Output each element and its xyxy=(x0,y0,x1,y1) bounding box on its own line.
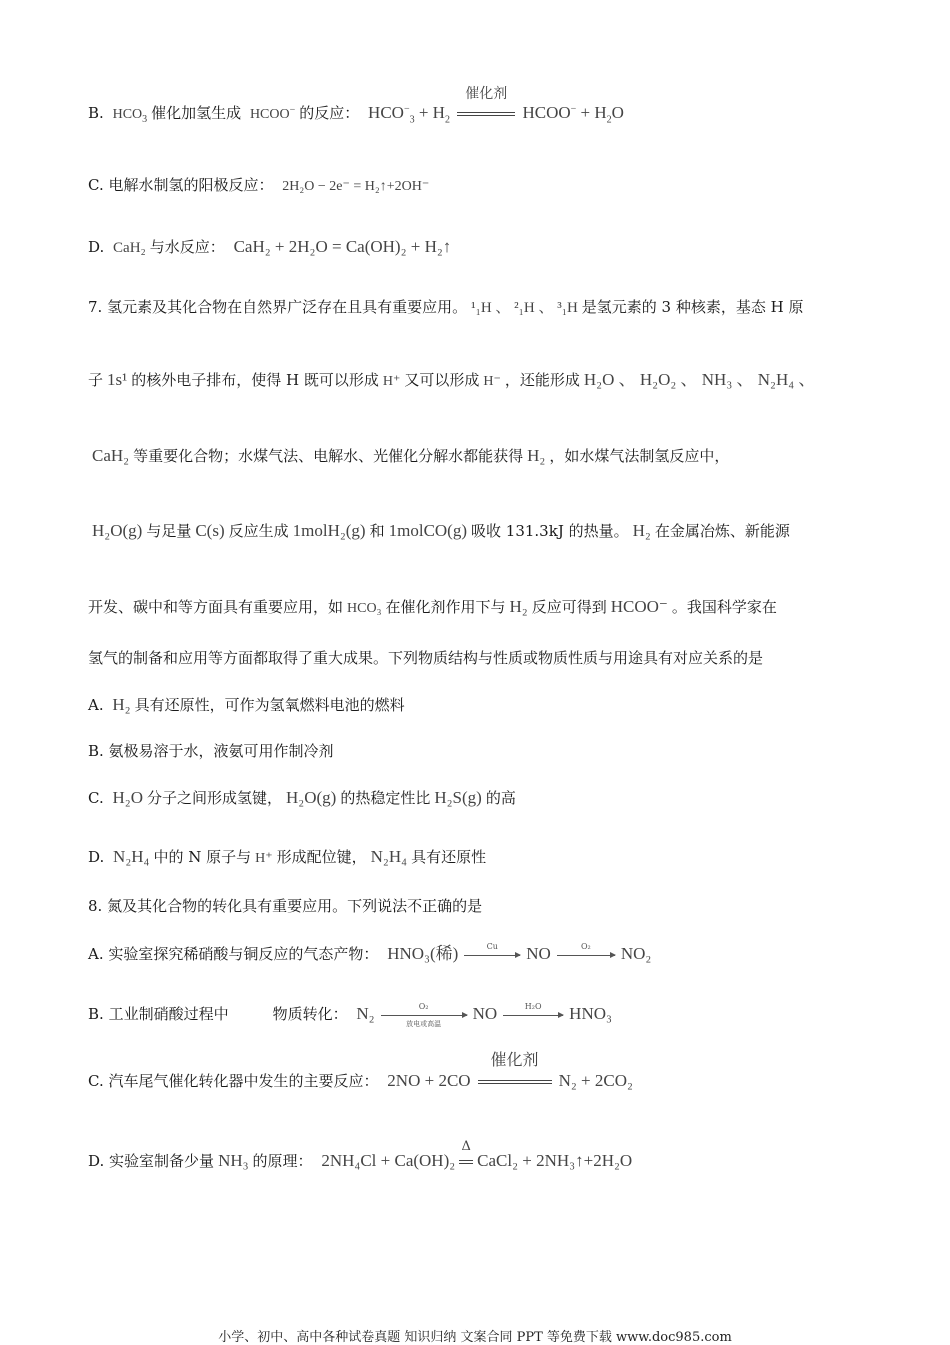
option-label: D. xyxy=(88,1152,105,1170)
q7-option-d xyxy=(88,848,486,866)
q6-option-c xyxy=(88,178,433,194)
formula: HCO₃ xyxy=(347,601,382,616)
formula: NO xyxy=(526,944,551,963)
option-text: 工业制硝酸过程中 xyxy=(108,1005,229,1023)
q8-option-d xyxy=(88,1139,636,1170)
formula: H₂O(g) xyxy=(286,788,337,807)
heating-equals: Δ xyxy=(459,1154,473,1169)
option-text: 形成配位键， xyxy=(276,848,367,866)
stem-text: 又可以形成 xyxy=(404,371,480,389)
reaction-equation: CaH₂ + 2H₂O = Ca(OH)₂ + H₂↑ xyxy=(233,237,452,256)
option-label: A. xyxy=(88,696,104,714)
option-label: A. xyxy=(88,945,104,963)
stem-text: 与足量 xyxy=(146,522,192,540)
stem-text: 7. 氢元素及其化合物在自然界广泛存在且具有重要应用。 xyxy=(88,298,468,316)
formula: HCOO⁻ xyxy=(610,597,668,616)
catalyst-equals: 催化剂 xyxy=(457,104,515,121)
reaction-arrow: O₂ xyxy=(557,955,615,956)
q8-option-c xyxy=(88,1050,637,1090)
option-text: 实验室制备少量 xyxy=(109,1152,215,1170)
option-label: D. xyxy=(88,848,105,866)
stem-text: 等重要化合物；水煤气法、电解水、光催化分解水都能获得 xyxy=(133,447,524,465)
stem-text: 反应可得到 xyxy=(531,598,607,616)
stem-text: ，如水煤气法制氢反应中， xyxy=(549,447,730,465)
formula-list: H₂O 、 H₂O₂ 、 NH₃ 、 N₂H₄ 、 xyxy=(583,370,816,389)
q7-option-c xyxy=(88,789,516,806)
formula: N₂H₄ xyxy=(113,847,150,866)
formula: H⁺ xyxy=(255,851,273,866)
formula: H₂O xyxy=(112,788,143,807)
option-text: 电解水制氢的阳极反应： xyxy=(108,176,274,194)
formula: CaH₂ xyxy=(113,240,146,256)
catalyst-equals: 催化剂 xyxy=(478,1074,552,1089)
q7-stem-line-5 xyxy=(88,598,777,616)
q7-stem-line-6 xyxy=(88,651,763,666)
reaction-equation: 2H₂O − 2e⁻ = H₂↑+2OH⁻ xyxy=(282,179,430,194)
isotopes: ¹₁H 、 ²₁H 、 ³₁H xyxy=(471,300,578,316)
page-footer: 小学、初中、高中各种试卷真题 知识归纳 文案合同 PPT 等免费下载 www.doc985.com xyxy=(218,1330,732,1345)
option-text: 与水反应： xyxy=(149,238,225,256)
option-text: 具有还原性 xyxy=(411,848,487,866)
formula: 1s¹ xyxy=(107,370,128,389)
option-label: C. xyxy=(88,789,104,807)
formula: N₂H₄ xyxy=(370,847,408,866)
stem-text: 8. 氮及其化合物的转化具有重要应用。下列说法不正确的是 xyxy=(88,897,483,915)
option-text: 物质转化： xyxy=(272,1005,348,1023)
option-text: 分子之间形成氢键， xyxy=(146,789,282,807)
q7-option-a xyxy=(88,696,405,713)
option-text: 催化加氢生成 xyxy=(151,104,242,122)
reaction-arrow: O₂ 放电或高温 xyxy=(381,1015,467,1016)
formula: C(s) xyxy=(195,521,225,540)
stem-text: 开发、碳中和等方面具有重要应用，如 xyxy=(88,598,344,616)
option-label: D. xyxy=(88,238,105,256)
stem-text: 氢气的制备和应用等方面都取得了重大成果。下列物质结构与性质或物质性质与用途具有对应关系的是 xyxy=(88,649,764,667)
option-text: 的反应： xyxy=(299,104,360,122)
formula: H₂ xyxy=(112,695,131,714)
formula: 2NO + 2CO xyxy=(387,1071,471,1090)
reaction-arrow: Cu xyxy=(464,955,520,956)
reaction-arrow: H₂O xyxy=(503,1015,563,1016)
formula: H⁺ xyxy=(382,374,401,389)
formula: 1molH₂(g) xyxy=(292,521,366,540)
stem-text: 在催化剂作用下与 xyxy=(385,598,506,616)
q7-stem-line-1 xyxy=(88,300,803,316)
formula: H₂O(g) xyxy=(92,521,143,540)
option-text: 的高 xyxy=(485,789,516,807)
stem-text: 反应生成 xyxy=(228,522,289,540)
q8-option-b xyxy=(88,1001,616,1028)
stem-text: 是氢元素的 3 种核素，基态 H 原 xyxy=(581,298,804,316)
option-label: C. xyxy=(88,1072,104,1090)
reaction-equation: $HCO^-_3 + H_2$ 催化剂 HCOO− + $H_2O$ xyxy=(368,87,624,126)
formula: H⁻ xyxy=(483,374,501,389)
formula: 2NH₄Cl + Ca(OH)₂ xyxy=(321,1151,456,1170)
stem-text: 和 xyxy=(369,522,385,540)
formula: HCOO− xyxy=(249,104,296,122)
formula: N₂ xyxy=(356,1004,375,1023)
formula: CaCl₂ + 2NH₃↑+2H₂O xyxy=(477,1151,633,1170)
option-text: B. 氨极易溶于水，液氨可用作制冷剂 xyxy=(88,742,334,760)
stem-text: 的核外电子排布，使得 H 既可以形成 xyxy=(131,371,379,389)
option-text: 中的 N 原子与 xyxy=(153,848,252,866)
stem-text: 吸收 131.3kJ 的热量。 xyxy=(471,522,629,540)
option-text: 的热稳定性比 xyxy=(340,789,431,807)
q8-stem xyxy=(88,899,482,914)
formula: CaH₂ xyxy=(92,446,130,465)
q7-option-b xyxy=(88,744,334,759)
formula: $HCO_3$ xyxy=(112,107,148,125)
formula: NO xyxy=(472,1004,498,1023)
q6-option-d xyxy=(88,238,455,256)
formula: NO₂ xyxy=(620,944,652,963)
stem-text: 在金属冶炼、新能源 xyxy=(654,522,790,540)
option-label: B. xyxy=(88,1005,104,1023)
formula: H₂ xyxy=(632,521,651,540)
q6-option-b xyxy=(88,87,628,126)
option-label: C. xyxy=(88,176,104,194)
q7-stem-line-4 xyxy=(88,522,790,539)
formula: N₂ + 2CO₂ xyxy=(558,1071,633,1090)
formula: H₂S(g) xyxy=(434,788,482,807)
formula: NH₃ xyxy=(218,1151,249,1170)
option-text: 的原理： xyxy=(252,1152,313,1170)
stem-text: 子 xyxy=(88,371,104,389)
formula: H₂ xyxy=(527,446,546,465)
option-text: 实验室探究稀硝酸与铜反应的气态产物： xyxy=(108,945,379,963)
option-label: B. xyxy=(88,104,104,122)
formula: 1molCO(g) xyxy=(388,521,468,540)
q7-stem-line-2 xyxy=(88,371,819,389)
q7-stem-line-3 xyxy=(88,447,729,464)
option-text: 汽车尾气催化转化器中发生的主要反应： xyxy=(108,1072,379,1090)
q8-option-a xyxy=(88,941,655,963)
option-text: 具有还原性，可作为氢氧燃料电池的燃料 xyxy=(134,696,405,714)
stem-text: 。我国科学家在 xyxy=(671,598,777,616)
stem-text: ，还能形成 xyxy=(504,371,580,389)
formula: HNO₃ xyxy=(569,1004,612,1023)
formula: H₂ xyxy=(509,597,528,616)
formula: HNO₃(稀) xyxy=(387,944,459,963)
